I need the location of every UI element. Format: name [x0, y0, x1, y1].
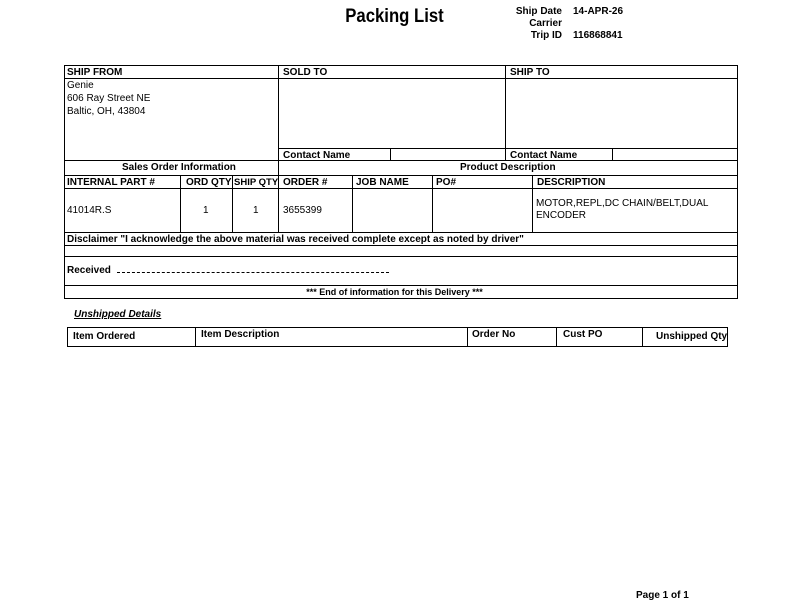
trip-id-value: 116868841 [573, 30, 623, 41]
cell-description: MOTOR,REPL,DC CHAIN/BELT,DUAL ENCODER [536, 198, 709, 221]
column-header-po: PO# [436, 177, 457, 188]
end-note: *** End of information for this Delivery *** [306, 287, 483, 297]
cell-ord-qty: 1 [203, 205, 209, 216]
sold-to-contact-label: Contact Name [283, 150, 351, 161]
ship-from-city: Baltic, OH, 43804 [67, 106, 146, 117]
column-header-ord-qty: ORD QTY [186, 177, 232, 188]
received-label: Received [67, 265, 111, 276]
unshipped-col-item-ordered: Item Ordered [73, 331, 136, 342]
unshipped-col-cust-po: Cust PO [563, 329, 603, 340]
column-header-order: ORDER # [283, 177, 328, 188]
column-header-part: INTERNAL PART # [67, 177, 155, 188]
unshipped-col-unshipped-qty: Unshipped Qty [656, 331, 728, 342]
unshipped-col-order-no: Order No [472, 329, 516, 340]
cell-order: 3655399 [283, 205, 322, 216]
page-title: Packing List [345, 6, 444, 27]
column-header-description: DESCRIPTION [537, 177, 606, 188]
column-header-job-name: JOB NAME [356, 177, 409, 188]
received-signature-line [117, 272, 389, 273]
carrier-label: Carrier [529, 18, 562, 29]
ship-date-label: Ship Date [515, 6, 562, 17]
trip-id-label: Trip ID [530, 30, 562, 41]
unshipped-title: Unshipped Details [74, 309, 162, 320]
ship-from-label: SHIP FROM [67, 67, 123, 78]
ship-date-value: 14-APR-26 [573, 6, 624, 17]
ship-to-label: SHIP TO [510, 67, 550, 78]
unshipped-col-item-description: Item Description [201, 329, 280, 340]
page-number: Page 1 of 1 [636, 590, 689, 601]
cell-part: 41014R.S [67, 205, 112, 216]
disclaimer: Disclaimer "I acknowledge the above material was received complete except as noted by driver" [67, 234, 524, 245]
sales-order-section-title: Sales Order Information [122, 162, 236, 173]
column-header-ship-qty: SHIP QTY [234, 177, 279, 188]
ship-from-street: 606 Ray Street NE [67, 93, 151, 104]
product-description-section-title: Product Description [460, 162, 556, 173]
ship-to-contact-label: Contact Name [510, 150, 578, 161]
sold-to-label: SOLD TO [283, 67, 328, 78]
cell-ship-qty: 1 [253, 205, 259, 216]
ship-from-name: Genie [67, 80, 94, 91]
